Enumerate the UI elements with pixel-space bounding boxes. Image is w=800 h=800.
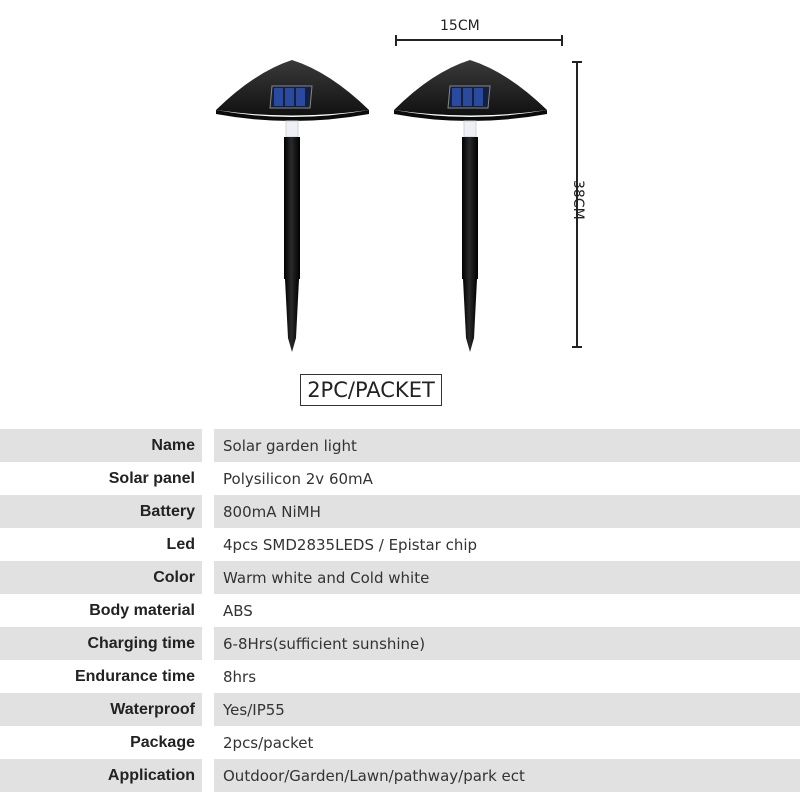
spec-row-application — [0, 759, 800, 792]
spec-table — [0, 429, 800, 792]
packet-label: 2PC/PACKET — [300, 374, 442, 406]
spec-label: Battery — [139, 502, 195, 520]
spec-row-battery — [0, 495, 800, 528]
spec-value: 8hrs — [223, 667, 257, 686]
spec-value: ABS — [223, 601, 253, 620]
spec-row-led — [0, 528, 800, 561]
spec-label: Endurance time — [74, 667, 195, 685]
spec-label: Application — [107, 766, 195, 784]
spec-label: Solar panel — [108, 469, 195, 487]
height-label: 38CM — [570, 180, 586, 220]
spec-value: 800mA NiMH — [223, 502, 321, 521]
spec-row-package — [0, 726, 800, 759]
spec-label: Color — [153, 568, 195, 586]
spec-row-color — [0, 561, 800, 594]
spec-row-solar-panel — [0, 462, 800, 495]
spec-label: Name — [151, 436, 195, 454]
spec-row-waterproof — [0, 693, 800, 726]
spec-value: Yes/IP55 — [223, 700, 285, 719]
spec-label: Body material — [89, 601, 195, 619]
spec-row-charging-time — [0, 627, 800, 660]
spec-value: 4pcs SMD2835LEDS / Epistar chip — [223, 535, 478, 554]
width-dimension-line — [396, 35, 562, 46]
spec-label: Led — [166, 535, 195, 553]
solar-light-left — [216, 60, 369, 352]
spec-value: Polysilicon 2v 60mA — [223, 469, 373, 488]
spec-row-name — [0, 429, 800, 462]
spec-value: Warm white and Cold white — [223, 568, 430, 587]
spec-value: Solar garden light — [223, 436, 357, 455]
spec-row-body-material — [0, 594, 800, 627]
spec-value: Outdoor/Garden/Lawn/pathway/park ect — [223, 766, 525, 785]
spec-value: 6-8Hrs(sufficient sunshine) — [223, 634, 426, 653]
solar-panel-icon — [270, 86, 312, 108]
solar-light-right — [394, 60, 547, 352]
width-label: 15CM — [440, 18, 480, 34]
spec-label: Waterproof — [110, 700, 195, 718]
spec-value: 2pcs/packet — [223, 733, 314, 752]
solar-panel-icon — [448, 86, 490, 108]
spec-label: Package — [130, 733, 195, 751]
spec-row-endurance-time — [0, 660, 800, 693]
spec-label: Charging time — [87, 634, 195, 652]
